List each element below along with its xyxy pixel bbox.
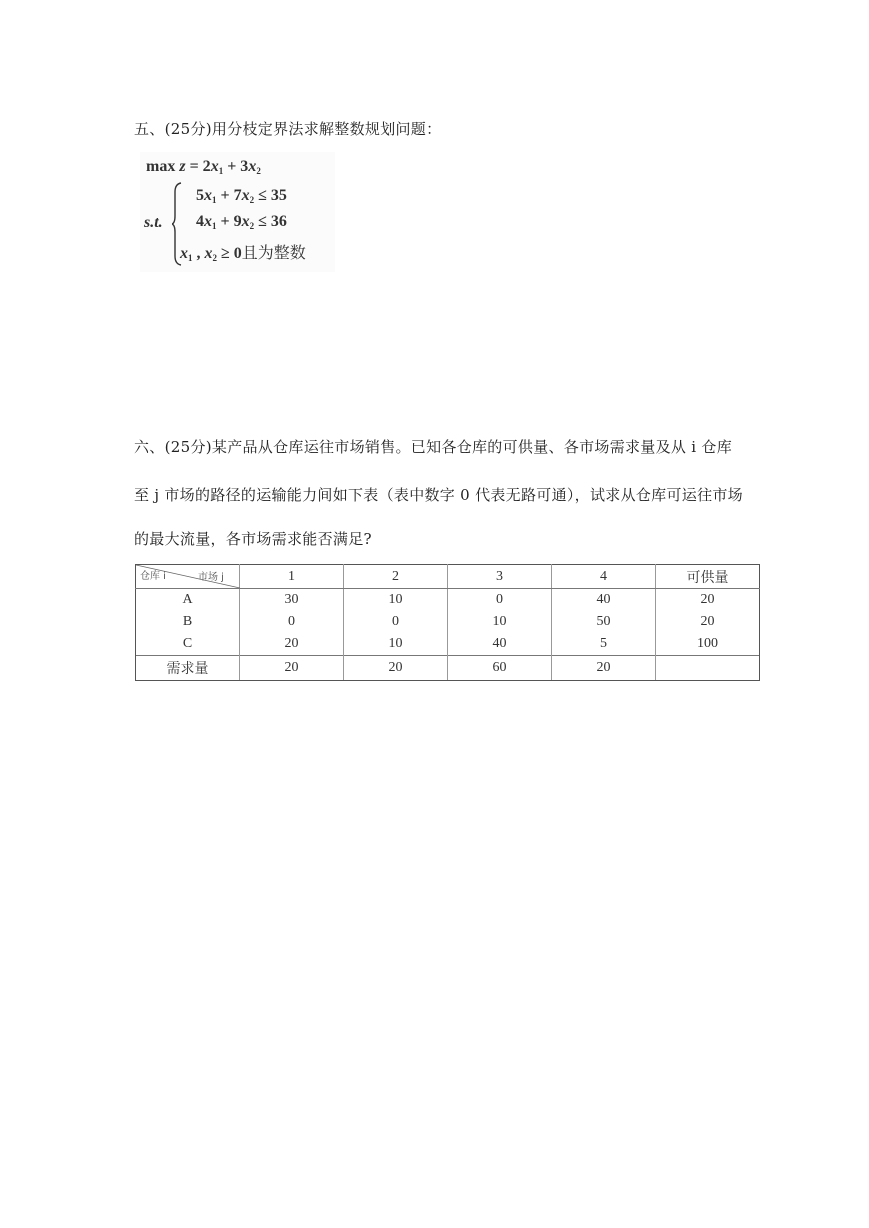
corner-label-market: 市场 j [198,572,224,583]
col-header-supply: 可供量 [656,565,760,589]
row-label-demand: 需求量 [136,656,240,681]
objective-function: $\max z = 2x_1 + 3x_2$ [146,158,261,176]
constraint-1: $5x_1 + 7x_2 \le 35$ [196,187,287,205]
corner-cell [136,565,240,589]
table-cell: 0 [344,611,448,633]
table-cell: 10 [448,611,552,633]
table-cell: 20 [656,589,760,612]
corner-label-warehouse: 仓库 i [140,571,166,582]
constraint-3: $x_1$ , $x_2 \ge 0$且为整数 [180,243,306,263]
table-cell [656,656,760,681]
table-cell: 5 [552,633,656,656]
table-cell: 100 [656,633,760,656]
table-cell: 60 [448,656,552,681]
q6-line-2: 至 j 市场的路径的运输能力间如下表（表中数字 0 代表无路可通），试求从仓库可运往市场 [134,486,743,504]
integer-program-formula [140,152,335,272]
capacity-table [135,564,760,681]
q6-line-3: 的最大流量，各市场需求能否满足? [134,530,372,548]
table-cell: 20 [344,656,448,681]
demand-row [136,656,760,681]
row-label: A [136,589,240,612]
constraint-2: $4x_1 + 9x_2 \le 36$ [196,213,287,231]
q6-line-1: 六、(25分)某产品从仓库运往市场销售。已知各仓库的可供量、各市场需求量及从 i 仓库 [134,438,733,456]
q5-heading: 五、(25分)用分枝定界法求解整数规划问题： [134,120,442,138]
table-cell: 50 [552,611,656,633]
row-label: B [136,611,240,633]
col-header: 4 [552,565,656,589]
row-label: C [136,633,240,656]
col-header: 2 [344,565,448,589]
st-label: s.t. [144,214,163,231]
table-cell: 20 [240,633,344,656]
table-cell: 20 [552,656,656,681]
col-header: 1 [240,565,344,589]
table-header-row [136,565,760,589]
table-cell: 20 [240,656,344,681]
table-row [136,611,760,633]
table-cell: 10 [344,589,448,612]
table-cell: 40 [552,589,656,612]
table-row [136,633,760,656]
col-header: 3 [448,565,552,589]
table-row [136,589,760,612]
table-cell: 10 [344,633,448,656]
table-cell: 30 [240,589,344,612]
table-cell: 0 [240,611,344,633]
table-cell: 40 [448,633,552,656]
table-cell: 0 [448,589,552,612]
table-cell: 20 [656,611,760,633]
